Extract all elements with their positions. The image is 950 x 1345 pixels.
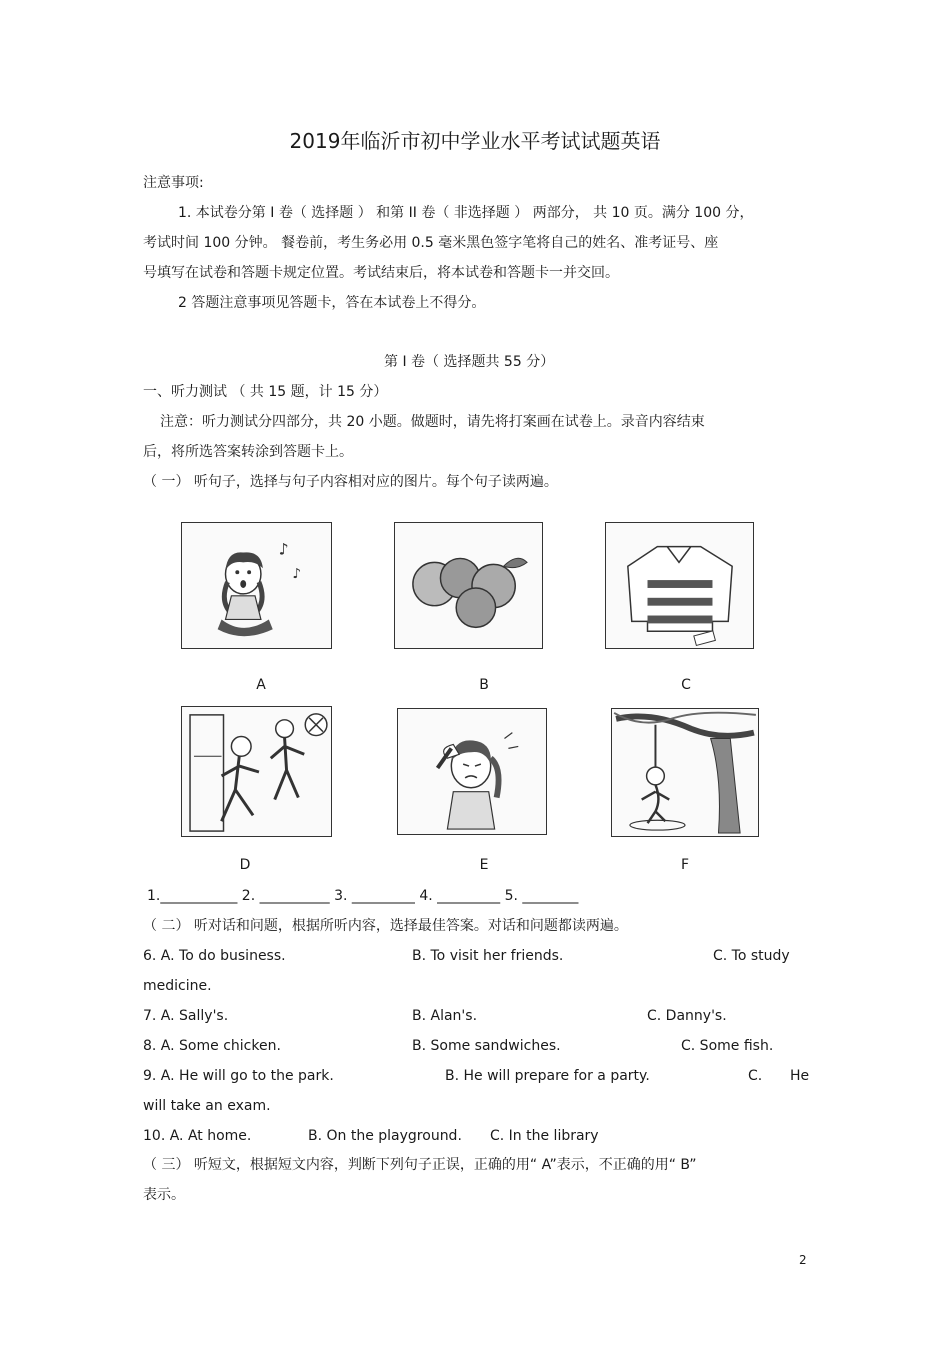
q8-option-c: C. Some fish. (681, 1038, 774, 1054)
label-c: C (681, 677, 691, 693)
sub2-heading: （ 二） 听对话和问题，根据所听内容，选择最佳答案。对话和问题都读两遍。 (143, 918, 628, 934)
sub1-heading: （ 一） 听句子，选择与句子内容相对应的图片。每个句子读两遍。 (143, 474, 558, 490)
q7-option-c: C. Danny's. (647, 1008, 727, 1024)
sub3-heading-line1: （ 三） 听短文，根据短文内容，判断下列句子正误，正确的用“ A”表示，不正确的用“ B” (143, 1157, 697, 1173)
notice-heading: 注意事项: (143, 175, 204, 191)
notice-2: 2 答题注意事项见答题卡，答在本试卷上不得分。 (178, 295, 486, 311)
q6-option-a: 6. A. To do business. (143, 948, 286, 964)
page-title: 2019年临沂市初中学业水平考试试题英语 (289, 129, 661, 153)
notice-1-line2: 考试时间 100 分钟。 餐卷前，考生务必用 0.5 毫米黑色签字笔将自己的姓名、准考证号、座 (143, 235, 719, 251)
q7-option-a: 7. A. Sally's. (143, 1008, 229, 1024)
q10-option-c: C. In the library (490, 1128, 599, 1144)
q9-option-c-cont: will take an exam. (143, 1098, 271, 1114)
label-f: F (680, 857, 690, 873)
svg-text:♪: ♪ (292, 566, 302, 583)
picture-a-girl-singing (181, 522, 332, 649)
picture-e-girl-headache (397, 708, 547, 835)
q9-option-b: B. He will prepare for a party. (445, 1068, 650, 1084)
q8-option-a: 8. A. Some chicken. (143, 1038, 281, 1054)
q6-option-b: B. To visit her friends. (412, 948, 564, 964)
section-title: 第 I 卷（ 选择题共 55 分） (384, 354, 555, 370)
notice-1-line3: 号填写在试卷和答题卡规定位置。考试结束后，将本试卷和答题卡一并交回。 (143, 265, 619, 281)
label-d: D (239, 857, 251, 873)
picture-f-monkey-tree (611, 708, 759, 837)
label-b: B (479, 677, 489, 693)
q6-option-c: C. To study (713, 948, 790, 964)
q7-option-b: B. Alan's. (412, 1008, 478, 1024)
picture-c-sweater (605, 522, 754, 649)
answer-blanks-1-5: 1.___________ 2. __________ 3. _________ 4. _________ 5. ________ (147, 888, 579, 904)
q9-option-c-start: He (790, 1068, 810, 1084)
q9-option-a: 9. A. He will go to the park. (143, 1068, 334, 1084)
q10-option-a: 10. A. At home. (143, 1128, 252, 1144)
q9-option-c-letter: C. (748, 1068, 763, 1084)
picture-d-running-in-hallway (181, 706, 332, 837)
svg-text:♪: ♪ (278, 539, 289, 559)
label-a: A (256, 677, 266, 693)
notice-1-line1: 1. 本试卷分第 I 卷（ 选择题 ） 和第 II 卷（ 非选择题 ） 两部分， 共 10 页。满分 100 分， (178, 205, 754, 221)
part1-heading: 一、听力测试 （ 共 15 题，计 15 分） (143, 384, 388, 400)
sub3-heading-line2: 表示。 (143, 1187, 185, 1203)
page-number: 2 (799, 1253, 807, 1267)
listening-note-line1: 注意：听力测试分四部分，共 20 小题。做题时，请先将打案画在试卷上。录音内容结束 (160, 414, 705, 430)
q8-option-b: B. Some sandwiches. (412, 1038, 561, 1054)
listening-note-line2: 后，将所选答案转涂到答题卡上。 (143, 444, 353, 460)
label-e: E (479, 857, 489, 873)
picture-b-fruits (394, 522, 543, 649)
q6-option-c-cont: medicine. (143, 978, 212, 994)
q10-option-b: B. On the playground. (308, 1128, 462, 1144)
